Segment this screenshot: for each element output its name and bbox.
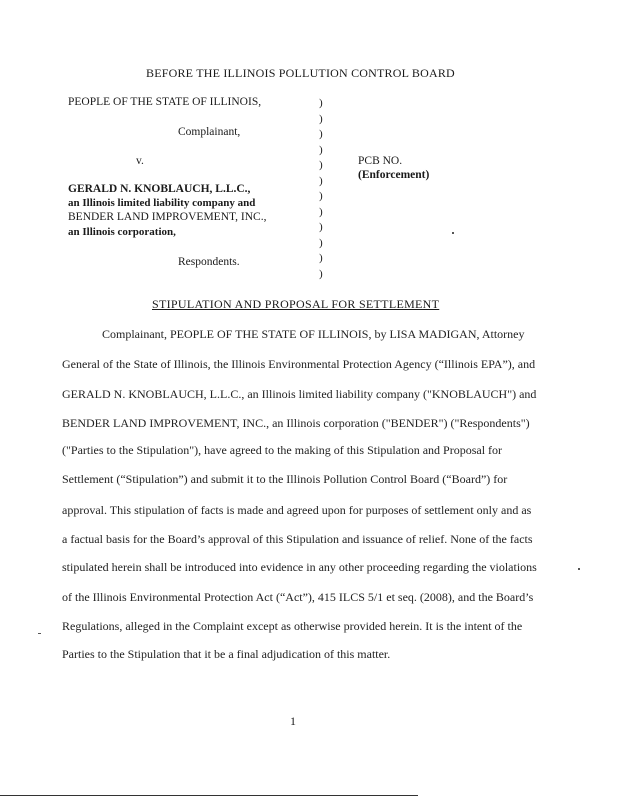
caption-parentheses: ) ) ) ) ) ) ) ) ) ) ) ) (319, 97, 323, 280)
plaintiff-name: PEOPLE OF THE STATE OF ILLINOIS, (68, 96, 262, 108)
court-heading: BEFORE THE ILLINOIS POLLUTION CONTROL BOARD (146, 66, 455, 80)
body-line: ("Parties to the Stipulation"), have agreed to the making of this Stipulation and Proposal for (62, 443, 503, 457)
body-line: a factual basis for the Board’s approval of this Stipulation and issuance of relief. None of the facts (62, 532, 533, 546)
complainant-label: Complainant, (178, 126, 241, 138)
document-title: STIPULATION AND PROPOSAL FOR SETTLEMENT (152, 297, 440, 311)
body-line: Settlement (“Stipulation”) and submit it to the Illinois Pollution Control Board (“Board”) for (62, 472, 508, 486)
page-number: 1 (290, 714, 296, 728)
respondent-2-name: BENDER LAND IMPROVEMENT, INC., (68, 211, 267, 223)
body-line: GERALD N. KNOBLAUCH, L.L.C., an Illinois limited liability company ("KNOBLAUCH") and (62, 387, 537, 401)
respondents-label: Respondents. (178, 256, 240, 268)
body-line: stipulated herein shall be introduced into evidence in any other proceeding regarding the violations (62, 560, 537, 574)
body-line: Regulations, alleged in the Complaint except as otherwise provided herein. It is the intent of the (62, 619, 523, 633)
body-line: Parties to the Stipulation that it be a final adjudication of this matter. (62, 647, 391, 661)
body-line: approval. This stipulation of facts is made and agreed upon for purposes of settlement only and as (62, 503, 532, 517)
versus-label: v. (136, 155, 144, 167)
respondent-1-name: GERALD N. KNOBLAUCH, L.L.C., (68, 183, 251, 195)
scan-speck (452, 232, 454, 234)
bottom-scan-line (0, 795, 418, 796)
enforcement-label: (Enforcement) (358, 169, 430, 181)
scan-speck (578, 568, 580, 570)
body-line: BENDER LAND IMPROVEMENT, INC., an Illinois corporation ("BENDER") ("Respondents") (62, 416, 530, 430)
body-line: Complainant, PEOPLE OF THE STATE OF ILLINOIS, by LISA MADIGAN, Attorney (102, 327, 525, 341)
pcb-number-label: PCB NO. (358, 155, 403, 167)
body-line: of the Illinois Environmental Protection Act (“Act”), 415 ILCS 5/1 et seq. (2008), and the Board’s (62, 590, 534, 604)
scan-speck (38, 633, 41, 634)
respondent-1-description: an Illinois limited liability company and (68, 197, 256, 209)
body-line: General of the State of Illinois, the Illinois Environmental Protection Agency (“Illinois EPA”), and (62, 357, 536, 371)
respondent-2-description: an Illinois corporation, (68, 226, 176, 238)
